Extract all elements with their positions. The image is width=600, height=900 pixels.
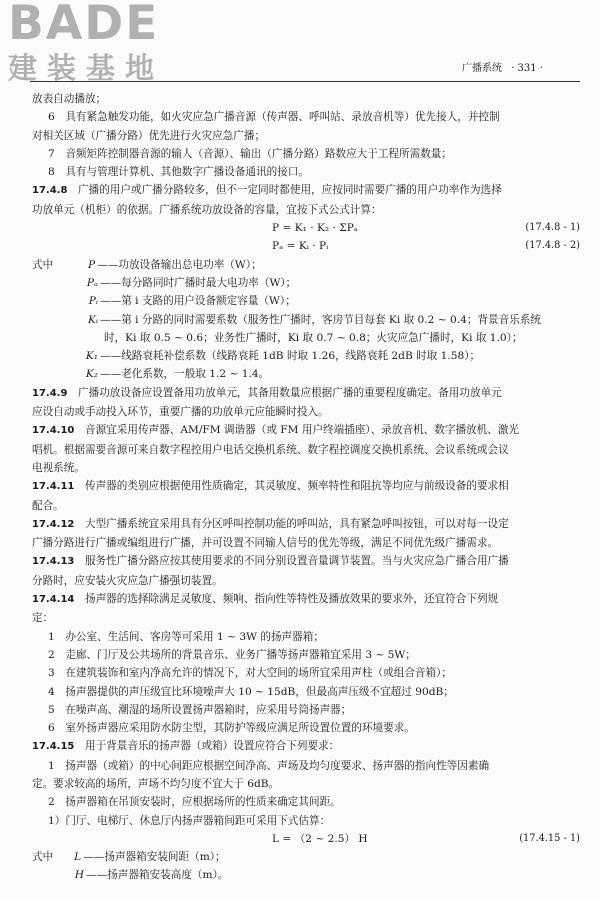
variable-symbol: K₁ [85, 350, 98, 363]
text-line: 对相关区域（广播分路）优先进行火灾应急广播； [32, 129, 266, 142]
where-label: 式中 [32, 851, 54, 864]
variable-symbol: H [74, 869, 84, 882]
where-line [32, 292, 580, 310]
clause-17-4-13 [32, 552, 580, 571]
clause-text: 用于背景音乐的扬声器（或箱）设置应符合下列要求： [84, 740, 340, 753]
where-line [32, 311, 580, 329]
variable-definition: ——功放设备输出总电功率（W）； [97, 258, 262, 271]
clause-number: 17.4.14 [32, 594, 75, 606]
equation-formula: P = K₁ · K₂ · ΣPₐ [272, 222, 358, 235]
clause-text: 广播功放设备应设置备用功放单元，其备用数量应根据广播的重要程度确定。备用功放单元 [78, 386, 502, 399]
sub-list-item: 1）门厅、电梯厅、休息厅内扬声器箱间距可采用下式估算： [48, 814, 331, 827]
clause-text: 传声器的类别应根据使用性质确定，其灵敏度、频率特性和阻抗等均应与前级设备的要求相 [84, 480, 509, 493]
list-item: 8 具有与管理计算机、其他数字广播设备通讯的接口。 [48, 166, 309, 179]
where-label: 式中 [32, 258, 54, 271]
equation-number: (17.4.8 - 1) [525, 222, 580, 234]
text-line: 广播分路进行广播或编组进行广播，并可设置不同输人信号的优先等级，满足不同优先级广播需求。 [32, 537, 499, 550]
where-continuation: 时，Ki 取 0.5 ~ 0.6；业务性广播时，Ki 取 0.7 ~ 0.8；火灾应急广播时，Ki 取 1.0）； [104, 331, 523, 344]
text-line: 定。要求较高的场所，声场不均匀度不宜大于 6dB。 [32, 777, 280, 790]
equation [32, 219, 580, 237]
clause-number: 17.4.9 [32, 387, 68, 399]
text-line: 唱机。根据需要音源可来自数字程控用户电话交换机系统、数字程控调度交换机系统、会议系统或会议 [32, 443, 509, 456]
variable-symbol: L [74, 851, 82, 864]
page-number: · 331 · [511, 63, 543, 74]
where-line [32, 347, 580, 365]
variable-definition: ——第 i 支路的用户设备额定容量（W）； [100, 295, 296, 308]
header-section: 广播系统 [462, 63, 502, 74]
list-item: 6 室外扬声器应采用防水防尘型，其防护等级应满足所设置位置的环境要求。 [48, 722, 415, 735]
variable-symbol: Pₐ [86, 276, 98, 289]
clause-text: 广播的用户或广播分路较多，但不一定同时都使用，应按同时需要广播的用户功率作为选择 [78, 184, 502, 197]
list-item: 3 在建筑装饰和室内净高允许的情况下，对大空间的场所宜采用声柱（或组合音箱）； [48, 667, 452, 680]
clause-number: 17.4.11 [32, 481, 75, 493]
where-line [32, 365, 580, 383]
equation-number: (17.4.8 - 2) [525, 240, 580, 252]
where-line [32, 848, 580, 866]
variable-symbol: Pᵢ [88, 295, 98, 308]
list-item: 4 扬声器提供的声压级宜比环境噪声大 10 ~ 15dB，但最高声压级不宜超过 90dB； [48, 685, 454, 698]
clause-text: 服务性广播分路应按其使用要求的不同分别设置音量调节装置。当与火灾应急广播合用广播 [84, 555, 509, 568]
clause-17-4-14 [32, 590, 580, 609]
clause-17-4-8 [32, 181, 580, 200]
list-item: 2 扬声器箱在吊顶安装时，应根据场所的性质来确定其间距。 [48, 796, 341, 809]
list-item: 7 音频矩阵控制器音源的输人（音源）、输出（广播分路）路数应大于工程所需数量； [48, 147, 452, 160]
clause-number: 17.4.12 [32, 518, 75, 530]
text-line: 电视系统。 [32, 461, 85, 474]
logo-wordmark: BADE [8, 0, 160, 51]
clause-17-4-15 [32, 737, 580, 756]
variable-definition: ——每分路同时广播时最大电功率（W）； [100, 276, 297, 289]
list-item: 1 扬声器（或箱）的中心间距应根据空间净高、声场及均匀度要求、扬声器的指向性等因素确 [48, 759, 490, 772]
logo-subtitle: 建装基地 [8, 51, 165, 85]
text-line: 应设自动或手动投入环节，重要广播的功放单元应能瞬时投入。 [32, 406, 329, 419]
where-line [32, 256, 580, 274]
header-rule [30, 81, 580, 82]
variable-definition: ——老化系数，一般取 1.2 ~ 1.4。 [100, 368, 270, 381]
equation [32, 830, 580, 848]
page-body [32, 90, 580, 885]
clause-number: 17.4.10 [32, 425, 75, 437]
variable-symbol: P [88, 258, 96, 271]
clause-number: 17.4.15 [32, 741, 75, 753]
variable-symbol: Kᵢ [87, 313, 98, 326]
list-item: 1 办公室、生活间、客房等可采用 1 ~ 3W 的扬声器箱； [48, 630, 324, 643]
list-item: 6 具有紧急触发功能，如火灾应急广播音源（传声器、呼叫站、录放音机等）优先接人，并控制 [48, 111, 500, 124]
where-line [32, 866, 580, 884]
running-header [462, 62, 549, 76]
equation [32, 237, 580, 255]
clause-17-4-10 [32, 421, 580, 440]
clause-number: 17.4.13 [32, 556, 75, 568]
variable-definition: ——扬声器箱安装间距（m）； [83, 851, 226, 864]
list-item: 2 走廊、门厅及公共场所的背景音乐、业务广播等扬声器箱宜采用 3 ~ 5W； [48, 648, 416, 661]
watermark-logo [5, 2, 190, 88]
where-line [32, 274, 580, 292]
clause-text: 扬声器的选择除满足灵敏度、频响、指向性等特性及播放效果的要求外，还宜符合下列规 [84, 593, 499, 606]
variable-definition: ——线路衰耗补偿系数（线路衰耗 1dB 时取 1.26，线路衰耗 2dB 时取 1.58）； [100, 350, 481, 363]
clause-17-4-12 [32, 515, 580, 534]
text-line: 定： [32, 612, 54, 625]
list-item: 5 在噪声高、潮湿的场所设置扬声器箱时，应采用号筒扬声器； [48, 703, 352, 716]
text-line: 放表自动播放； [32, 93, 107, 105]
clause-text: 音源宜采用传声器、AM/FM 调谐器（或 FM 用户终端插座）、录放音机、数字播放机、激光 [84, 424, 520, 437]
clause-number: 17.4.8 [32, 185, 68, 197]
clause-17-4-11 [32, 477, 580, 496]
text-line: 分路时，应安装火灾应急广播强切装置。 [32, 574, 223, 587]
variable-definition: ——扬声器箱安装高度（m）。 [86, 869, 229, 882]
equation-formula: Pₐ = Kᵢ · Pᵢ [272, 240, 329, 253]
equation-number: (17.4.15 - 1) [519, 832, 580, 844]
equation-formula: L = （2 ~ 2.5） H [272, 832, 368, 845]
clause-text: 大型广播系统宜采用具有分区呼叫控制功能的呼叫站，具有紧急呼叫按钮，可以对每一设定 [84, 517, 509, 530]
variable-symbol: K₂ [85, 368, 98, 381]
text-line: 功放单元（机柜）的依据。广播系统功放设备的容量，宜按下式公式计算： [32, 203, 382, 216]
variable-definition: ——第 i 分路的同时需要系数（服务性广播时，客房节目每套 Ki 取 0.2 ~ 0.4；背景音乐系统 [100, 313, 542, 326]
text-line: 配合。 [32, 499, 64, 512]
clause-17-4-9 [32, 384, 580, 403]
